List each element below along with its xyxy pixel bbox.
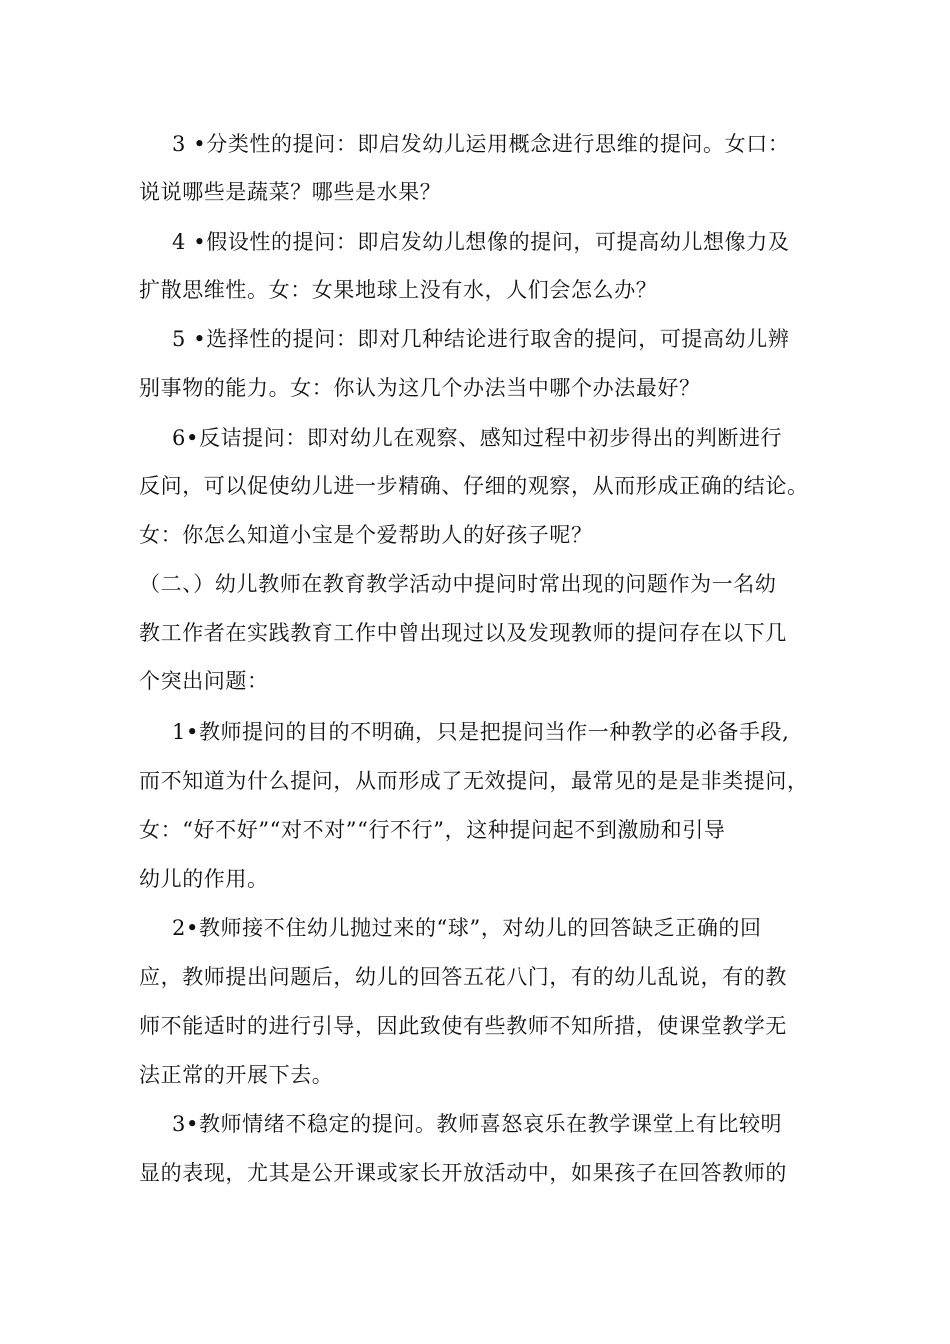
text-line: 而不知道为什么提问，从而形成了无效提问，最常见的是是非类提问， xyxy=(139,769,809,793)
text-line: 女：你怎么知道小宝是个爱帮助人的好孩子呢？ xyxy=(139,523,593,547)
text-line: 幼儿的作用。 xyxy=(139,867,269,891)
text-line: 别事物的能力。女：你认为这几个办法当中哪个办法最好？ xyxy=(139,376,701,400)
text-line: 1•教师提问的目的不明确，只是把提问当作一种教学的必备手段, xyxy=(172,720,790,744)
text-line: 教工作者在实践教育工作中曾出现过以及发现教师的提问存在以下几 xyxy=(139,621,787,645)
text-line: 2•教师接不住幼儿抛过来的“球”，对幼儿的回答缺乏正确的回 xyxy=(172,916,762,940)
text-line: 4 •假设性的提问：即启发幼儿想像的提问，可提高幼儿想像力及 xyxy=(172,230,790,254)
text-line: 3 •分类性的提问：即启发幼儿运用概念进行思维的提问。女口： xyxy=(172,132,790,156)
section-heading: （二、）幼儿教师在教育教学活动中提问时常出现的问题作为一名幼 xyxy=(139,572,777,596)
text-line: 6•反诘提问：即对幼儿在观察、感知过程中初步得出的判断进行 xyxy=(172,426,783,450)
text-line: 5 •选择性的提问：即对几种结论进行取舍的提问，可提高幼儿辨 xyxy=(172,327,790,351)
text-line: 3•教师情绪不稳定的提问。教师喜怒哀乐在教学课堂上有比较明 xyxy=(172,1112,783,1136)
text-line: 反问，可以促使幼儿进一步精确、仔细的观察，从而形成正确的结论。 xyxy=(139,474,809,498)
text-line: 法正常的开展下去。 xyxy=(139,1063,334,1087)
text-line: 说说哪些是蔬菜？哪些是水果？ xyxy=(139,180,442,204)
text-line: 女：“好不好”“对不对”“行不行”，这种提问起不到激励和引导 xyxy=(139,818,726,842)
text-line: 应，教师提出问题后，幼儿的回答五花八门，有的幼儿乱说，有的教 xyxy=(139,965,787,989)
text-line: 显的表现，尤其是公开课或家长开放活动中，如果孩子在回答教师的 xyxy=(139,1161,787,1185)
text-line: 扩散思维性。女：女果地球上没有水，人们会怎么办？ xyxy=(139,278,658,302)
text-line: 师不能适时的进行引导，因此致使有些教师不知所措，使课堂教学无 xyxy=(139,1014,787,1038)
text-line: 个突出问题： xyxy=(139,669,269,693)
